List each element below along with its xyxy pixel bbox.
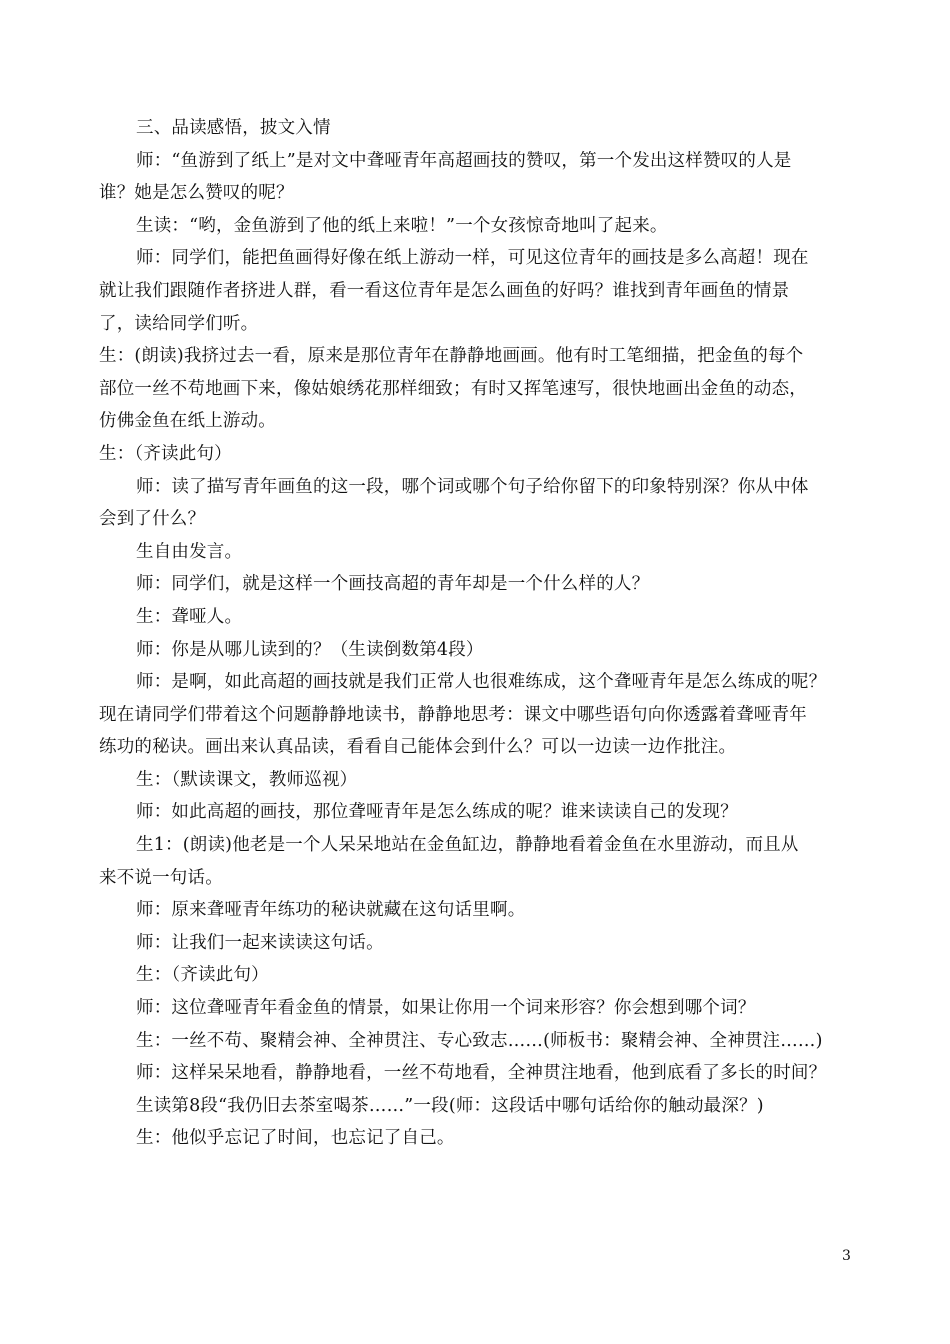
text-line: 来不说一句话。	[99, 867, 223, 888]
text-line: 生自由发言。	[136, 541, 243, 562]
text-line: 仿佛金鱼在纸上游动。	[99, 411, 276, 432]
text-line: 现在请同学们带着这个问题静静地读书，静静地思考：课文中哪些语句向你透露着聋哑青年	[99, 704, 807, 725]
text-line: 师：同学们，就是这样一个画技高超的青年却是一个什么样的人？	[136, 574, 650, 595]
text-line: 师：读了描写青年画鱼的这一段，哪个词或哪个句子给你留下的印象特别深？你从中体	[136, 476, 809, 497]
text-line: 会到了什么？	[99, 509, 206, 530]
text-line: 生：聋哑人。	[136, 606, 243, 627]
text-line: 了，读给同学们听。	[99, 313, 259, 334]
text-line: 生：(朗读)我挤过去一看，原来是那位青年在静静地画画。他有时工笔细描，把金鱼的每个	[99, 346, 804, 367]
text-line: 师：如此高超的画技，那位聋哑青年是怎么练成的呢？谁来读读自己的发现？	[136, 802, 738, 823]
text-line: 师：你是从哪儿读到的？（生读倒数第4段）	[136, 639, 484, 660]
text-line: 练功的秘诀。画出来认真品读，看看自己能体会到什么？可以一边读一边作批注。	[99, 737, 737, 758]
text-line: 生：一丝不苟、聚精会神、全神贯注、专心致志……(师板书：聚精会神、全神贯注……)	[136, 1030, 823, 1051]
text-line: 师：这样呆呆地看，静静地看，一丝不苟地看，全神贯注地看，他到底看了多长的时间？	[136, 1063, 827, 1084]
page-number: 3	[842, 1248, 851, 1264]
text-line: 生：（齐读此句）	[99, 443, 232, 464]
text-line: 生：他似乎忘记了时间，也忘记了自己。	[136, 1128, 455, 1149]
text-line: 生：（默读课文，教师巡视）	[136, 769, 358, 790]
document-body	[99, 112, 869, 1155]
text-line: 生：（齐读此句）	[136, 965, 269, 986]
text-line: 师：“鱼游到了纸上”是对文中聋哑青年高超画技的赞叹，第一个发出这样赞叹的人是	[136, 150, 792, 171]
text-line: 谁？她是怎么赞叹的呢？	[99, 183, 294, 204]
text-line: 部位一丝不苟地画下来，像姑娘绣花那样细致；有时又挥笔速写，很快地画出金鱼的动态，	[99, 378, 807, 399]
text-line: 生读第8段“我仍旧去茶室喝茶……”一段(师：这段话中哪句话给你的触动最深？)	[136, 1095, 764, 1116]
text-line: 师：这位聋哑青年看金鱼的情景，如果让你用一个词来形容？你会想到哪个词？	[136, 998, 756, 1019]
text-line: 就让我们跟随作者挤进人群，看一看这位青年是怎么画鱼的好吗？谁找到青年画鱼的情景	[99, 280, 790, 301]
text-line: 师：原来聋哑青年练功的秘诀就藏在这句话里啊。	[136, 900, 526, 921]
text-line: 师：让我们一起来读读这句话。	[136, 932, 384, 953]
text-line: 师：是啊，如此高超的画技就是我们正常人也很难练成，这个聋哑青年是怎么练成的呢？	[136, 672, 827, 693]
text-line: 生读：“哟，金鱼游到了他的纸上来啦！”一个女孩惊奇地叫了起来。	[136, 215, 668, 236]
text-line: 三、品读感悟，披文入情	[136, 118, 331, 138]
text-line: 师：同学们，能把鱼画得好像在纸上游动一样，可见这位青年的画技是多么高超！现在	[136, 248, 809, 269]
text-line: 生1：(朗读)他老是一个人呆呆地站在金鱼缸边，静静地看着金鱼在水里游动，而且从	[136, 835, 799, 856]
